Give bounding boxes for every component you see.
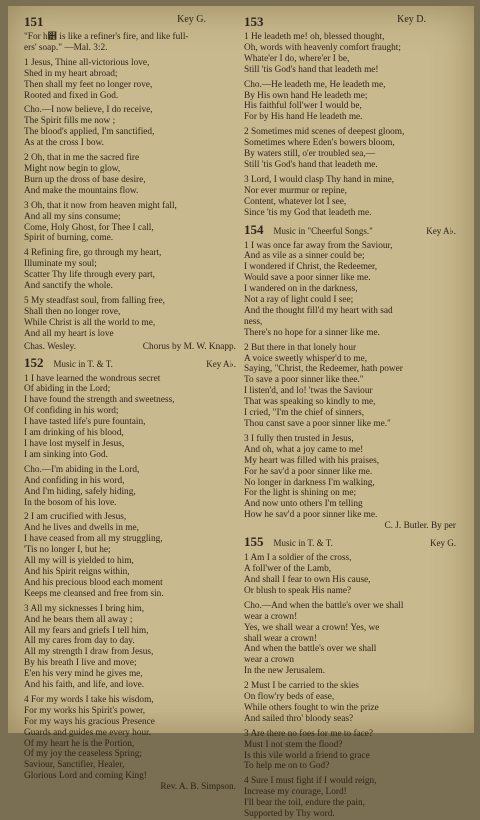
verse-line: By waters still, o'er troubled sea,— <box>244 149 376 160</box>
verse-line: I have found the strength and sweetness, <box>24 395 175 406</box>
verse-line: Glorious Lord and coming King! <box>24 771 147 782</box>
verse-line: 'Tis no longer I, but he; <box>24 545 111 556</box>
verse-line: And all my heart is love <box>24 328 114 339</box>
verse-line: Increase my courage, Lord! <box>244 787 347 798</box>
verse-line: No longer in darkness I'm walking, <box>244 477 375 488</box>
verse-line: And sanctify the whole. <box>24 281 113 292</box>
verse-line: Spirit of burning, come. <box>24 233 114 244</box>
hymn-key: Key A♭. <box>206 358 236 369</box>
verse-line: And now unto others I'm telling <box>244 499 363 510</box>
hymn-154-credit: C. J. Butler. By per <box>384 521 456 532</box>
verse-line: And when the battle's over we shall <box>244 644 377 655</box>
verse-line: I wandered on in the darkness, <box>244 284 358 295</box>
verse-line: 1 Jesus, Thine all-victorious love, <box>24 57 150 68</box>
verse-line: By His own hand He leadeth me; <box>244 90 368 101</box>
verse-line: How he sav'd a poor sinner like me. <box>244 510 378 521</box>
verse-line: All my will is yielded to him, <box>24 556 134 567</box>
verse-line: Of abiding in the Lord; <box>24 384 111 395</box>
verse-line: And he lives and dwells in me, <box>24 523 139 534</box>
verse-line: The blood's applied, I'm sanctified, <box>24 127 155 138</box>
verse-line: All my fears and griefs I tell him, <box>24 625 149 636</box>
verse-line: Cho.—He leadeth me, He leadeth me, <box>244 79 386 90</box>
verse-line: 3 I fully then trusted in Jesus, <box>244 433 354 444</box>
verse-line: Not a ray of light could I see; <box>244 295 354 306</box>
verse-line: 2 Must I be carried to the skies <box>244 681 359 692</box>
verse-line: Whate'er I do, where'er I be, <box>244 53 350 64</box>
verse-line: Shall then no longer rove, <box>24 306 121 317</box>
verse-line: As at the cross I bow. <box>24 138 104 149</box>
right-page-key: Key D. <box>397 14 426 25</box>
verse-line: By his breath I live and move; <box>24 658 137 669</box>
verse-line: Cho.—I'm abiding in the Lord, <box>24 464 140 475</box>
hymn-153-text <box>244 32 456 219</box>
verse-line: Burn up the dross of base desire, <box>24 174 146 185</box>
left-page-key: Key G. <box>177 14 206 25</box>
hymn-152-text <box>24 374 236 783</box>
verse-line: Since 'tis my God that leadeth me. <box>244 207 372 218</box>
verse-line: Rooted and fixed in God. <box>24 90 119 101</box>
verse-line: And as vile as a sinner could be; <box>244 251 365 262</box>
verse-line: 3 Oh, that it now from heaven might fall, <box>24 200 177 211</box>
verse-line: 1 He leadeth me! oh, blessed thought, <box>244 32 385 42</box>
verse-line: 1 Am I a soldier of the cross, <box>244 553 352 564</box>
verse-line: Of my heart he is the Portion, <box>24 738 135 749</box>
verse-line: 2 Oh, that in me the sacred fire <box>24 153 140 164</box>
verse-line: And he bears them all away ; <box>24 614 133 625</box>
chorus-credit: Chorus by M. W. Knapp. <box>142 341 236 352</box>
verse-line: Is this vile world a friend to grace <box>244 750 370 761</box>
verse-line: For my ways his gracious Presence <box>24 716 155 727</box>
verse-line: To help me on to God? <box>244 761 330 772</box>
hymn-155-header <box>244 534 456 550</box>
verse-line: Yes, we shall wear a crown! Yes, we <box>244 622 380 633</box>
verse-line: shall wear a crown! <box>244 633 318 644</box>
verse-line: Keeps me cleansed and free from sin. <box>24 588 164 599</box>
hymn-154-header <box>244 222 456 238</box>
hymn-151-credit <box>24 342 236 352</box>
verse-line: In the new Jerusalem. <box>244 666 326 677</box>
verse-line: I listen'd, and lo! 'twas the Saviour <box>244 386 373 397</box>
verse-line: All my cares from day to day. <box>24 636 135 647</box>
verse-line: 4 Sure I must fight if I would reign, <box>244 776 377 787</box>
verse-line: Saviour, Sanctifier, Healer, <box>24 760 125 771</box>
verse-line: Cho.—And when the battle's over we shall <box>244 600 404 611</box>
verse-line: 2 I am crucified with Jesus, <box>24 512 127 523</box>
verse-line: wear a crown <box>244 655 295 666</box>
author-credit: Chas. Wesley. <box>24 341 76 352</box>
verse-line: On flow'ry beds of ease, <box>244 692 335 703</box>
verse-line: Scatter Thy life through every part, <box>24 270 155 281</box>
verse-line: Of confiding in his word; <box>24 406 119 417</box>
verse-line: A foll'wer of the Lamb, <box>244 564 332 575</box>
verse-line: 3 Are there no foes for me to face? <box>244 728 374 739</box>
verse-line: And his Spirit reigns within, <box>24 566 130 577</box>
verse-line: Must I not stem the flood? <box>244 739 343 750</box>
verse-line: And his faith, and life, and love. <box>24 680 145 691</box>
verse-line: Content, whatever lot I see, <box>244 196 347 207</box>
verse-line: To save a poor sinner like thee." <box>244 375 364 386</box>
hymn-music: Music in T. & T. <box>273 538 333 549</box>
verse-line: Nor ever murmur or repine, <box>244 185 348 196</box>
hymn-music: Music in "Cheerful Songs." <box>273 225 373 236</box>
verse-line: Sometimes where Eden's bowers bloom, <box>244 138 395 149</box>
hymnal-page <box>8 6 474 820</box>
verse-line: I have ceased from all my struggling, <box>24 534 163 545</box>
verse-line: And I'm hiding, safely hiding, <box>24 486 136 497</box>
verse-line: While others fought to win the prize <box>244 702 379 713</box>
verse-line: 4 Refining fire, go through my heart, <box>24 248 162 259</box>
verse-line: 1 I have learned the wondrous secret <box>24 373 161 384</box>
verse-line: Illuminate my soul; <box>24 259 97 270</box>
verse-line: Would save a poor sinner like me. <box>244 273 371 284</box>
verse-line: For he sav'd a poor sinner like me. <box>244 466 373 477</box>
hymn-number: 154 <box>244 221 264 237</box>
verse-line: My heart was filled with his praises, <box>244 455 380 466</box>
verse-line: A voice sweetly whisper'd to me, <box>244 353 368 364</box>
verse-line: 3 Lord, I would clasp Thy hand in mine, <box>244 174 395 185</box>
hymn-key: Key G. <box>430 538 456 549</box>
hymn-number: 155 <box>244 534 264 550</box>
verse-line: And confiding in his word, <box>24 475 125 486</box>
verse-line: In the bosom of his love. <box>24 497 117 508</box>
verse-line: Oh, words with heavenly comfort fraught; <box>244 42 401 53</box>
hymn-154-text <box>244 241 456 522</box>
verse-line: E'en his very mind he gives me, <box>24 669 143 680</box>
verse-line: I cried, "I'm the chief of sinners, <box>244 408 365 419</box>
verse-line: Or blush to speak His name? <box>244 585 352 596</box>
verse-line: All my strength I draw from Jesus, <box>24 647 154 658</box>
verse-line: I wondered if Christ, the Redeemer, <box>244 262 378 273</box>
verse-line: For my works his Spirit's power, <box>24 705 146 716</box>
verse-line: For by His hand He leadeth me. <box>244 112 363 123</box>
verse-line: I am sinking into God. <box>24 449 108 460</box>
right-page-number: 153 <box>244 14 264 29</box>
verse-line: His faithful foll'wer I would be, <box>244 101 362 112</box>
verse-line: Saying, "Christ, the Redeemer, hath power <box>244 364 403 375</box>
hymn-151-text <box>24 32 236 340</box>
verse-line: 2 Sometimes mid scenes of deepest gloom, <box>244 127 405 138</box>
verse-line: 3 All my sicknesses I bring him, <box>24 603 145 614</box>
verse-line: Supported by Thy word. <box>244 809 335 820</box>
verse-line: And the thought fill'd my heart with sad <box>244 305 393 316</box>
verse-line: Still 'tis God's hand that leadeth me! <box>244 64 379 75</box>
verse-line: 2 But there in that lonely hour <box>244 342 357 353</box>
verse-line: I have tasted life's pure fountain, <box>24 417 146 428</box>
left-page-number: 151 <box>24 14 44 29</box>
verse-line: ness, <box>244 316 263 327</box>
verse-line: And shall I fear to own His cause, <box>244 574 371 585</box>
verse-line: And all my sins consume; <box>24 211 121 222</box>
verse-line: And sailed thro' bloody seas? <box>244 713 354 724</box>
verse-line: I'll bear the toil, endure the pain, <box>244 798 365 809</box>
right-page-header <box>244 14 456 30</box>
verse-line: Cho.—I now believe, I do receive, <box>24 105 153 116</box>
verse-line: There's no hope for a sinner like me. <box>244 327 380 338</box>
hymn-number: 152 <box>24 354 44 370</box>
verse-line: "For h୾ is like a refiner's fire, and like full- <box>24 32 189 42</box>
verse-line: Still 'tis God's hand that leadeth me. <box>244 159 378 170</box>
verse-line: I am drinking of his blood, <box>24 428 124 439</box>
verse-line: And make the mountains flow. <box>24 185 139 196</box>
verse-line: 4 For my words I take his wisdom, <box>24 694 154 705</box>
verse-line: For the light is shining on me; <box>244 488 357 499</box>
verse-line: I have lost myself in Jesus, <box>24 439 125 449</box>
verse-line: ers' soap." —Mal. 3:2. <box>24 42 108 53</box>
hymn-music: Music in T. & T. <box>53 358 113 369</box>
hymn-152-credit: Rev. A. B. Simpson. <box>160 782 236 793</box>
verse-line: The Spirit fills me now ; <box>24 116 116 127</box>
verse-line: That was speaking so kindly to me, <box>244 397 376 408</box>
verse-line: wear a crown! <box>244 611 298 622</box>
hymn-152-header <box>24 355 236 371</box>
left-column <box>24 14 236 792</box>
right-column <box>244 14 456 820</box>
verse-line: And oh, what a joy came to me! <box>244 444 364 455</box>
verse-line: Guards and guides me every hour. <box>24 727 152 738</box>
verse-line: 1 I was once far away from the Saviour, <box>244 240 393 251</box>
left-page-header <box>24 14 236 30</box>
hymn-key: Key A♭. <box>426 225 456 236</box>
verse-line: Shed in my heart abroad; <box>24 68 118 79</box>
verse-line: While Christ is all the world to me, <box>24 317 156 328</box>
verse-line: Come, Holy Ghost, for Thee I call, <box>24 222 154 233</box>
verse-line: 5 My steadfast soul, from falling free, <box>24 295 165 306</box>
hymn-155-text <box>244 553 456 820</box>
verse-line: Then shall my feet no longer rove, <box>24 79 153 90</box>
verse-line: Thou canst save a poor sinner like me." <box>244 419 391 429</box>
verse-line: And his precious blood each moment <box>24 577 163 588</box>
verse-line: Of my joy the ceaseless Spring; <box>24 749 142 760</box>
verse-line: Might now begin to glow, <box>24 163 121 174</box>
